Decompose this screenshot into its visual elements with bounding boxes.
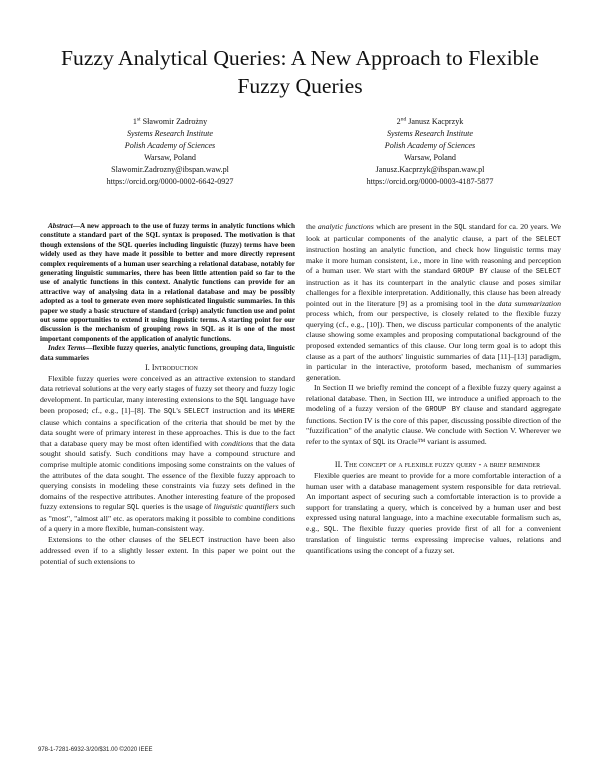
author-affiliation: Systems Research Institute (386, 129, 473, 138)
author-email: Slawomir.Zadrozny@ibspan.waw.pl (111, 165, 229, 174)
abstract: Abstract—A new approach to the use of fuzzy terms in analytic functions which constitute a standard part of the SQL syntax is proposed. The motivation is that though extensions of the SQL queries including linguistic (fuzzy) terms have been widely used as they have made it possible to better and more directly represent complex requirements of a human user searching a relational database, notably for generating linguistic summaries, there has been little attention paid so far to the use of analytic functions in this context. Analytic functions can provide for an attractive way of analysing data in a relational database and may be possibly adopted as a tool to generate even more sophisticated linguistic summaries. In this paper we study a basic structure of standard (crisp) analytic function use and point out some opportunities to extend it using linguistic terms. A starting point for our discussion is the mechanism of grouping rows in SQL as it is one of the most important components of the application of analytic functions. (40, 222, 295, 343)
author-block-2 (300, 116, 560, 188)
author-block-1 (40, 116, 300, 188)
author-name: 2nd Janusz Kacprzyk (396, 116, 464, 126)
copyright-footer: 978-1-7281-6932-3/20/$31.00 ©2020 IEEE (38, 747, 153, 753)
author-city: Warsaw, Poland (144, 153, 196, 162)
index-terms: Index Terms—flexible fuzzy queries, analytic functions, grouping data, linguistic data summaries (40, 344, 295, 362)
author-name: 1st Sławomir Zadrożny (132, 116, 208, 126)
section-heading-2: II. The concept of a flexible fuzzy query - a brief reminder (334, 460, 541, 470)
author-email: Janusz.Kacprzyk@ibspan.waw.pl (375, 165, 485, 174)
paper-title: Fuzzy Analytical Queries: A New Approach to Flexible Fuzzy Queries (61, 46, 539, 98)
author-orcid: https://orcid.org/0000-0002-6642-0927 (106, 177, 234, 186)
intro-paragraph-3: the analytic functions which are present in the SQL standard for ca. 20 years. We look at particular components of the analytic clause, a part of the SELECT instruction hosting an analytic function, and check how linguistic terms may make it more human consistent, i.e., more in line with reasoning and perception of a human user. We start with the standard GROUP BY clause of the SELECT instruction as it has its counterpart in the analytic clause and poses similar challenges for a flexible interpretation. Additionally, this clause has been already pointed out in the literature [9] as a promising tool in the data summarization process which, from our perspective, is closely related to the flexible fuzzy querying (cf., e.g., [10]). Then, we discuss particular components of the analytic clause showing some examples and proposing computational background of the proposed extended semantics of this clause. Our long term goal is to adopt this clause as a part of the authors' linguistic summaries of data [11]–[13] paradigm, in particular in the interactive, protoform based, mechanism of summaries generation. (306, 222, 562, 382)
author-affiliation: Systems Research Institute (126, 129, 213, 138)
intro-paragraph-4: In Section II we briefly remind the concept of a flexible fuzzy query against a relational database. Then, in Section III, we introduce a unified approach to the modeling of a fuzzy version of the GROUP BY clause and standard aggregate functions. Section IV is the core of this paper, discussing possible direction of the "fuzzification" of the analytic clause. We conclude with Section V. Wherever we refer to the syntax of SQL its Oracle™ variant is assumed. (306, 383, 562, 447)
author-affiliation: Polish Academy of Sciences (384, 141, 476, 150)
left-column (40, 222, 295, 567)
section-heading-introduction: I. Introduction (145, 363, 198, 373)
section2-paragraph-1: Flexible queries are meant to provide for a more comfortable interaction of a human user with a database management system responsible for data retrieval. An important aspect of securing such a comfortable interaction is to provide a support for translating a query, which is conceived by a human user and best expressed using natural language, into a machine executable formalism such as, e.g., SQL. The flexible fuzzy queries provide first of all for a convenient translation of linguistic terms expressing imprecise values, relations and quantifications using the concept of a fuzzy set. (306, 471, 562, 555)
right-column (306, 222, 561, 556)
author-orcid: https://orcid.org/0000-0003-4187-5877 (366, 177, 494, 186)
intro-paragraph-1: Flexible fuzzy queries were conceived as an attractive extension to standard data retrieval solutions at the very early stages of fuzzy set theory and fuzzy logic development. In particular, many interesting extensions to the SQL language have been proposed; cf., e.g., [1]–[8]. The SQL's SELECT instruction and its WHERE clause which contains a specification of the criteria that should be met by the data sought were of primary interest in these approaches. This is due to the fact that a database query may be most often identified with conditions that the data sought should satisfy. Such conditions may have a compound structure and comprise multiple atomic conditions imposing some constraints on the values of the attributes of the data sought. The essence of the flexible fuzzy approach to querying consists in modeling these constraints via fuzzy sets defined in the domains of the respective attributes. Another interesting feature of the proposed fuzzy extensions to regular SQL queries is the usage of linguistic quantifiers such as "most", "almost all" etc. as operators making it possible to combine conditions of a query in a more flexible, human-consistent way. (40, 373, 296, 534)
author-city: Warsaw, Poland (404, 153, 456, 162)
author-affiliation: Polish Academy of Sciences (124, 141, 216, 150)
intro-paragraph-2: Extensions to the other clauses of the SELECT instruction have been also addressed even if to a slightly lesser extent. In this paper we point out the potential of such extensions to (40, 534, 295, 566)
